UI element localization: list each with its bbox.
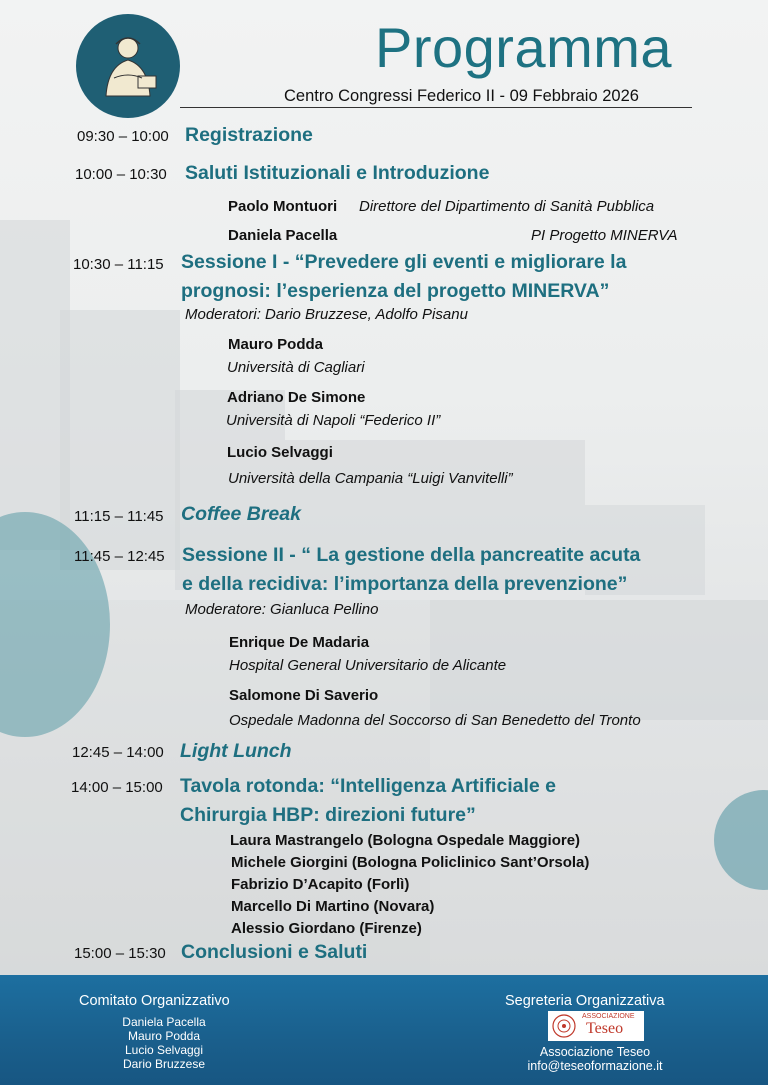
committee-member: Daniela Pacella bbox=[122, 1015, 206, 1029]
time-tavola-rotonda: 14:00 – 15:00 bbox=[71, 779, 163, 796]
speaker-role: PI Progetto MINERVA bbox=[531, 227, 678, 244]
page-title: Programma bbox=[375, 16, 673, 79]
speaker-name: Mauro Podda bbox=[228, 336, 324, 353]
speaker-name: Salomone Di Saverio bbox=[229, 687, 379, 704]
panelist: Alessio Giordano (Firenze) bbox=[231, 920, 422, 937]
speaker-name: Paolo Montuori bbox=[228, 198, 338, 215]
speaker-role: Direttore del Dipartimento di Sanità Pubblica bbox=[359, 198, 655, 215]
panelist: Marcello Di Martino (Novara) bbox=[231, 898, 435, 915]
session-2-moderators: Moderatore: Gianluca Pellino bbox=[185, 601, 379, 618]
time-light-lunch: 12:45 – 14:00 bbox=[72, 744, 164, 761]
tavola-title-line1: Tavola rotonda: “Intelligenza Artificiale e bbox=[180, 775, 556, 797]
speaker-affiliation: Università della Campania “Luigi Vanvitelli” bbox=[228, 470, 513, 487]
committee-member: Dario Bruzzese bbox=[122, 1057, 206, 1071]
speaker-affiliation: Università di Napoli “Federico II” bbox=[226, 412, 441, 429]
panelist: Michele Giorgini (Bologna Policlinico Sant’Orsola) bbox=[231, 854, 590, 871]
secretariat-email[interactable]: info@teseoformazione.it bbox=[527, 1059, 663, 1073]
teseo-logo bbox=[548, 1011, 644, 1041]
session-coffee-break: Coffee Break bbox=[181, 503, 301, 525]
federico-statue-logo bbox=[76, 14, 180, 118]
tavola-title-line2: Chirurgia HBP: direzioni future” bbox=[180, 804, 476, 826]
session-2-title-line2: e della recidiva: l’importanza della prevenzione” bbox=[182, 573, 628, 595]
logo-small-text: ASSOCIAZIONE bbox=[582, 1013, 635, 1020]
event-location-date: Centro Congressi Federico II - 09 Febbraio 2026 bbox=[284, 87, 639, 105]
session-1-moderators: Moderatori: Dario Bruzzese, Adolfo Pisanu bbox=[185, 306, 468, 323]
speaker-name: Enrique De Madaria bbox=[229, 634, 370, 651]
secretariat-name: Associazione Teseo bbox=[539, 1045, 651, 1059]
committee-member: Mauro Podda bbox=[127, 1029, 201, 1043]
time-registrazione: 09:30 – 10:00 bbox=[77, 128, 169, 145]
session-conclusioni: Conclusioni e Saluti bbox=[181, 941, 368, 963]
footer bbox=[0, 975, 768, 1085]
panelist: Laura Mastrangelo (Bologna Ospedale Maggiore) bbox=[230, 832, 581, 849]
statue-icon bbox=[88, 26, 168, 106]
session-registrazione: Registrazione bbox=[185, 124, 313, 146]
session-1-title-line1: Sessione I - “Prevedere gli eventi e migliorare la bbox=[181, 251, 627, 273]
session-light-lunch: Light Lunch bbox=[180, 740, 292, 762]
committee-member: Lucio Selvaggi bbox=[124, 1043, 204, 1057]
session-2-title-line1: Sessione II - “ La gestione della pancreatite acuta bbox=[182, 544, 641, 566]
time-coffee-break: 11:15 – 11:45 bbox=[74, 508, 164, 525]
committee-title: Comitato Organizzativo bbox=[79, 993, 230, 1009]
speaker-affiliation: Università di Cagliari bbox=[227, 359, 365, 376]
session-saluti: Saluti Istituzionali e Introduzione bbox=[185, 162, 490, 184]
logo-brand: Teseo bbox=[586, 1020, 624, 1037]
speaker-name: Lucio Selvaggi bbox=[227, 444, 333, 461]
speaker-affiliation: Ospedale Madonna del Soccorso di San Benedetto del Tronto bbox=[229, 712, 641, 729]
session-1-title-line2: prognosi: l’esperienza del progetto MINERVA” bbox=[181, 280, 610, 302]
time-conclusioni: 15:00 – 15:30 bbox=[74, 945, 166, 962]
time-sessione-1: 10:30 – 11:15 bbox=[73, 256, 164, 273]
speaker-name: Daniela Pacella bbox=[228, 227, 338, 244]
header-divider bbox=[180, 107, 692, 108]
speaker-name: Adriano De Simone bbox=[227, 389, 366, 406]
speaker-affiliation: Hospital General Universitario de Alicante bbox=[229, 657, 507, 674]
secretariat-title: Segreteria Organizzativa bbox=[505, 993, 665, 1009]
panelist: Fabrizio D’Acapito (Forlì) bbox=[231, 876, 410, 893]
time-saluti: 10:00 – 10:30 bbox=[75, 166, 167, 183]
time-sessione-2: 11:45 – 12:45 bbox=[74, 548, 165, 565]
labyrinth-icon bbox=[550, 1012, 578, 1040]
